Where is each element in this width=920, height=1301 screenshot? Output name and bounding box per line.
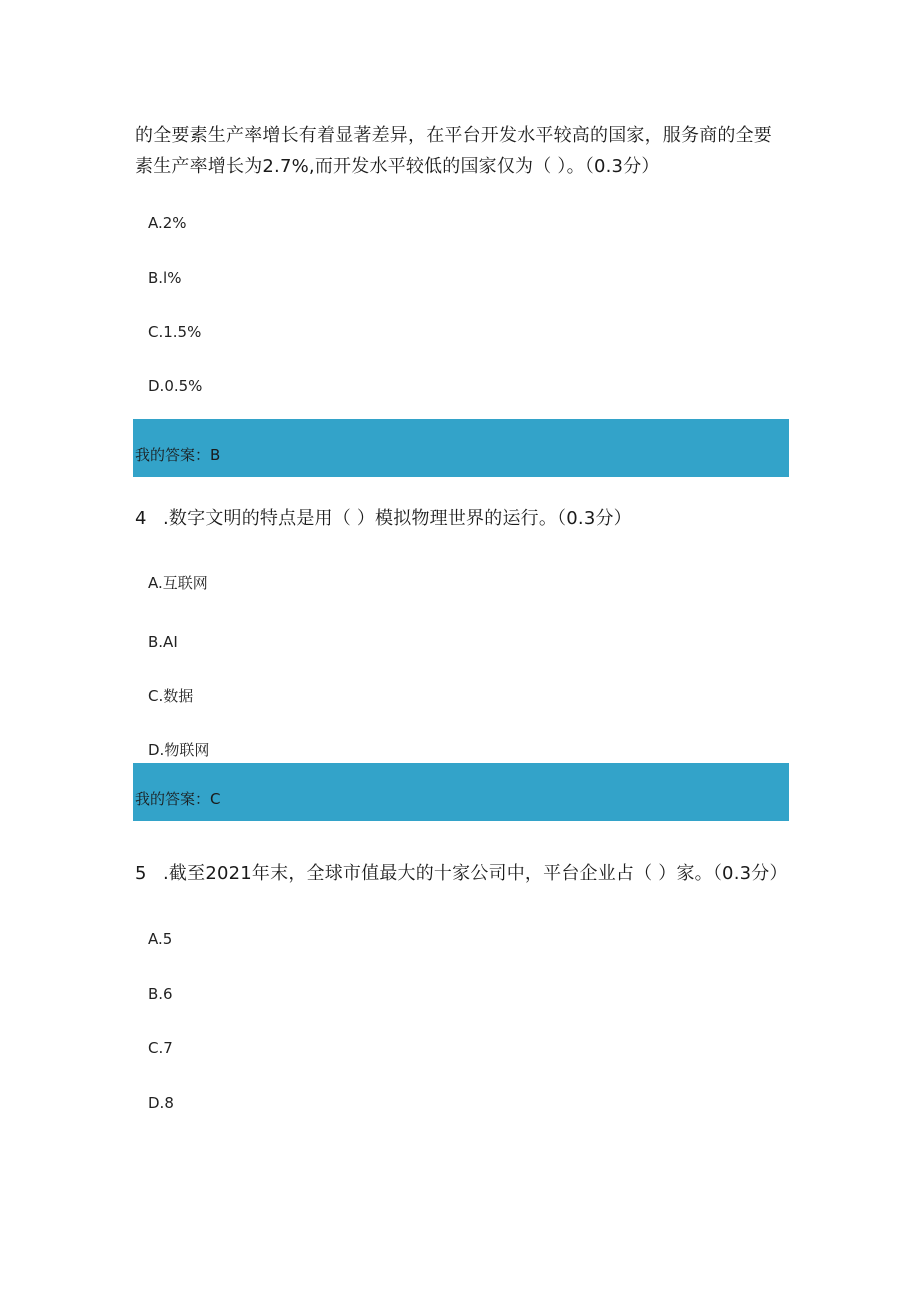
question-3-stem-line1: 的全要素生产率增长有着显著差异，在平台开发水平较高的国家，服务商的全要: [135, 125, 772, 146]
question-4-option-a[interactable]: A.互联网: [148, 574, 208, 592]
question-3-option-d[interactable]: D.0.5%: [148, 377, 203, 395]
question-5-number: 5: [135, 863, 147, 884]
question-3-answer-bar: [133, 419, 789, 477]
question-5-option-c[interactable]: C.7: [148, 1039, 173, 1057]
question-5-stem-text: .截至2021年末，全球市值最大的十家公司中，平台企业占（ ）家。（0.3分）: [163, 863, 788, 884]
question-3-stem-line2: 素生产率增长为2.7%,而开发水平较低的国家仅为（ ）。（0.3分）: [135, 156, 660, 177]
question-4-option-b[interactable]: B.AI: [148, 633, 178, 651]
question-5-option-d[interactable]: D.8: [148, 1094, 174, 1112]
question-4-my-answer: 我的答案：C: [135, 790, 221, 808]
question-3-option-a[interactable]: A.2%: [148, 214, 187, 232]
question-4-option-d[interactable]: D.物联网: [148, 741, 210, 759]
question-3-option-b[interactable]: B.l%: [148, 269, 182, 287]
question-4-number: 4: [135, 508, 147, 529]
question-4-stem-text: .数字文明的特点是用（ ）模拟物理世界的运行。（0.3分）: [163, 508, 632, 529]
question-3-option-c[interactable]: C.1.5%: [148, 323, 202, 341]
question-5-option-a[interactable]: A.5: [148, 930, 173, 948]
question-3-my-answer: 我的答案：B: [135, 446, 221, 464]
question-3-stem: [135, 120, 790, 182]
question-4-option-c[interactable]: C.数据: [148, 687, 194, 705]
question-4-stem: [135, 503, 790, 534]
question-5-option-b[interactable]: B.6: [148, 985, 173, 1003]
question-4-answer-bar: [133, 763, 789, 821]
question-5-stem: [135, 858, 790, 889]
